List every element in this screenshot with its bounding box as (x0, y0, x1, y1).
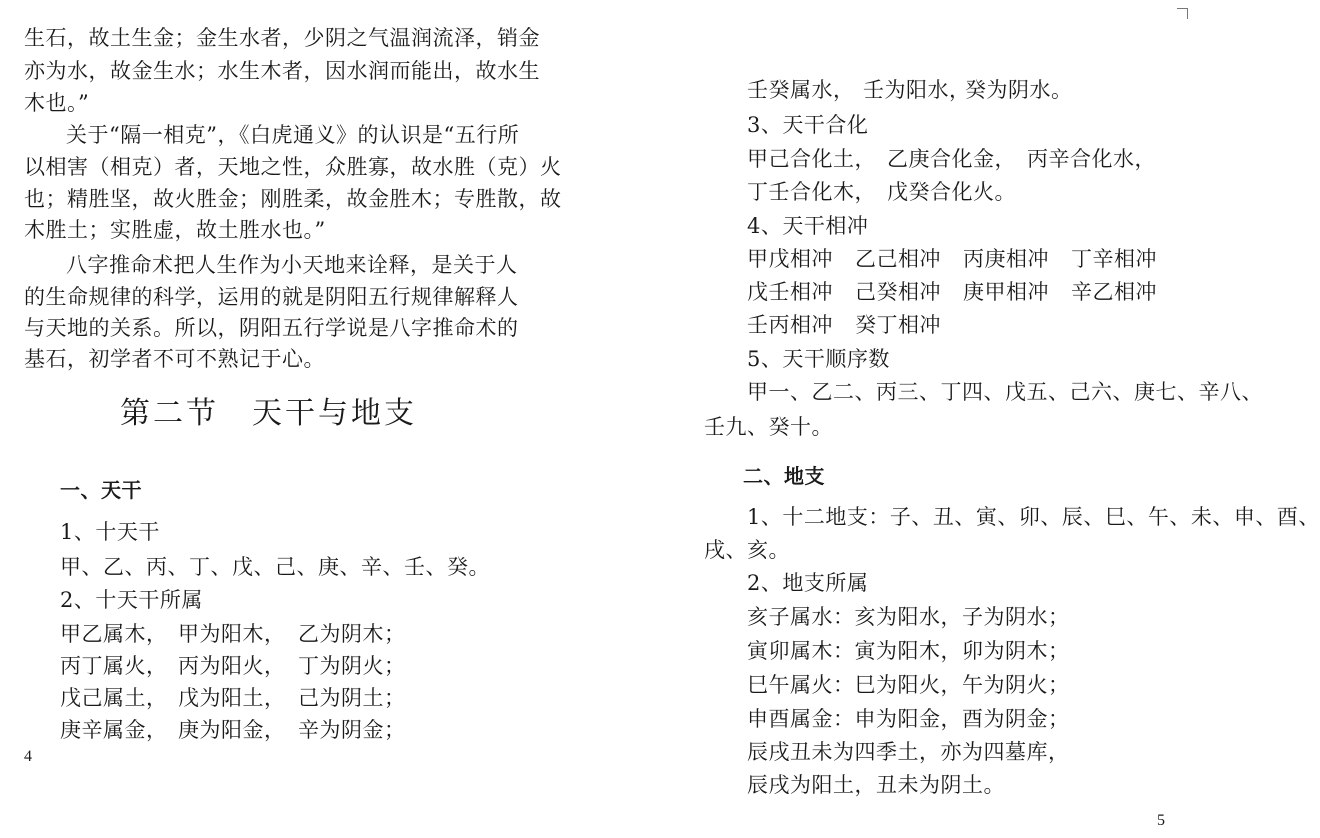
heading-dizhi: 二、地支 (743, 464, 825, 488)
belong-item: 甲为阳木， (178, 622, 286, 646)
belong-item: 丙为阳火， (178, 654, 286, 678)
left-page (0, 0, 607, 838)
subheading: 3、天干合化 (747, 113, 869, 137)
clash-item: 乙己相冲 (855, 247, 941, 271)
page-number: 4 (24, 748, 32, 765)
combine-item: 甲己合化土， (747, 147, 876, 171)
combine-item: 戊癸合化火。 (887, 180, 1016, 204)
heading-tiangan: 一、天干 (60, 478, 142, 502)
text-line: 关于“隔一相克”，《白虎通义》的认识是“五行所 (66, 123, 520, 147)
subheading: 2、地支所属 (747, 571, 869, 595)
branch-belong-item: 辰戌为阳土，丑未为阴土。 (747, 773, 1005, 797)
text-line: 木胜土；实胜虚，故土胜水也。” (24, 218, 326, 242)
page-number: 5 (1157, 812, 1165, 829)
text-line: 木也。” (24, 91, 90, 115)
belong-item: 壬为阳水， (863, 78, 971, 102)
belong-item: 丁为阴火； (298, 654, 406, 678)
belong-item: 壬癸属水， (747, 78, 855, 102)
subheading: 5、天干顺序数 (747, 347, 890, 371)
order-line: 甲一、乙二、丙三、丁四、戊五、己六、庚七、辛八、 (747, 380, 1263, 404)
belong-item: 癸为阴水。 (965, 78, 1073, 102)
branch-belong-item: 辰戌丑未为四季土，亦为四墓库， (747, 740, 1070, 764)
belong-item: 戊为阳土， (178, 686, 286, 710)
clash-item: 癸丁相冲 (855, 313, 941, 337)
belong-item: 甲乙属木， (60, 622, 168, 646)
belong-item: 丙丁属火， (60, 654, 168, 678)
section-title: 第二节 天干与地支 (120, 396, 417, 431)
text-line: 基石，初学者不可不熟记于心。 (24, 347, 325, 371)
branches-line: 戌、亥。 (704, 538, 790, 562)
branches-line: 1、十二地支：子、丑、寅、卯、辰、巳、午、未、申、酉、 (747, 505, 1320, 529)
clash-item: 己癸相冲 (855, 280, 941, 304)
clash-item: 甲戊相冲 (747, 247, 833, 271)
belong-item: 戊己属土， (60, 686, 168, 710)
corner-mark (1177, 8, 1188, 19)
clash-item: 壬丙相冲 (747, 313, 833, 337)
clash-item: 辛乙相冲 (1071, 280, 1157, 304)
belong-item: 己为阴土； (298, 686, 406, 710)
belong-item: 乙为阴木； (298, 622, 406, 646)
right-page (607, 0, 1320, 838)
branch-belong-item: 亥子属水：亥为阳水，子为阴水； (747, 605, 1070, 629)
combine-item: 丙辛合化水， (1027, 147, 1156, 171)
subheading: 4、天干相冲 (747, 214, 869, 238)
subheading: 1、十天干 (60, 520, 160, 544)
text-line: 以相害（相克）者，天地之性，众胜寡，故水胜（克）火 (24, 155, 562, 179)
text-line: 生石，故土生金；金生水者，少阴之气温润流泽，销金 (24, 26, 540, 50)
combine-item: 丁壬合化木， (747, 180, 876, 204)
branch-belong-item: 巳午属火：巳为阳火，午为阴火； (747, 673, 1070, 697)
belong-item: 庚辛属金， (60, 718, 168, 742)
text-line: 八字推命术把人生作为小天地来诠释，是关于人 (66, 253, 518, 277)
branch-belong-item: 申酉属金：申为阳金，酉为阴金； (747, 707, 1070, 731)
text-line: 亦为水，故金生水；水生木者，因水润而能出，故水生 (24, 59, 540, 83)
branch-belong-item: 寅卯属木：寅为阳木，卯为阴木； (747, 639, 1070, 663)
text-line: 的生命规律的科学，运用的就是阴阳五行规律解释人 (24, 285, 519, 309)
belong-item: 庚为阳金， (178, 718, 286, 742)
order-line: 壬九、癸十。 (704, 415, 833, 439)
subheading: 2、十天干所属 (60, 588, 203, 612)
belong-item: 辛为阴金； (298, 718, 406, 742)
text-line: 也；精胜坚，故火胜金；刚胜柔，故金胜木；专胜散，故 (24, 187, 562, 211)
stems-list: 甲、乙、丙、丁、戊、己、庚、辛、壬、癸。 (60, 555, 490, 579)
clash-item: 丁辛相冲 (1071, 247, 1157, 271)
clash-item: 戊壬相冲 (747, 280, 833, 304)
clash-item: 丙庚相冲 (963, 247, 1049, 271)
clash-item: 庚甲相冲 (963, 280, 1049, 304)
text-line: 与天地的关系。所以，阴阳五行学说是八字推命术的 (24, 316, 519, 340)
combine-item: 乙庚合化金， (887, 147, 1016, 171)
